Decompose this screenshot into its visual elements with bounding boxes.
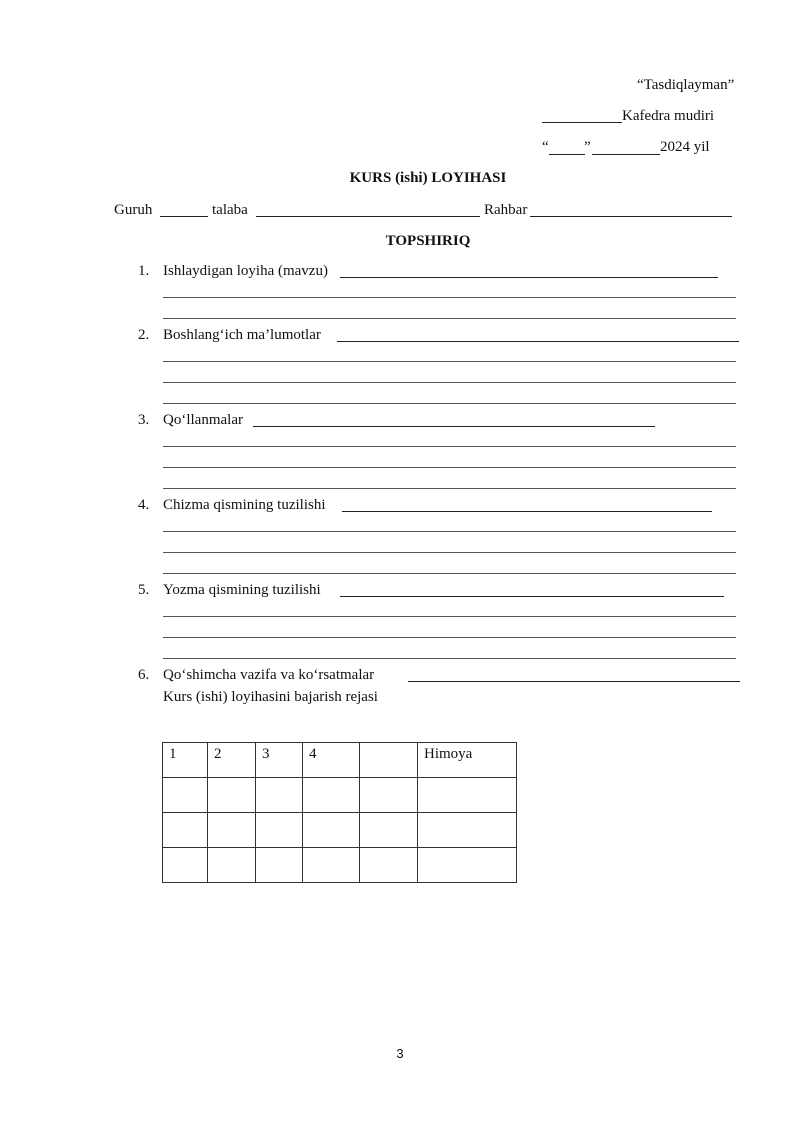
table-cell[interactable] — [303, 778, 360, 813]
table-cell[interactable] — [360, 813, 418, 848]
item-4-line — [163, 531, 736, 532]
table-cell[interactable] — [360, 848, 418, 883]
table-header-cell: 1 — [163, 743, 208, 778]
item-1-number: 1. — [138, 263, 150, 279]
table-row — [163, 778, 517, 813]
item-2-number: 2. — [138, 327, 150, 343]
approval-title: “Tasdiqlayman” — [637, 77, 735, 93]
item-1-line — [163, 297, 736, 298]
table-header-cell: 4 — [303, 743, 360, 778]
item-4-blank — [342, 511, 712, 512]
table-cell[interactable] — [418, 848, 517, 883]
item-5-label: Yozma qismining tuzilishi — [163, 582, 321, 598]
item-1-blank — [340, 277, 718, 278]
item-1-line — [163, 318, 736, 319]
table-cell[interactable] — [303, 848, 360, 883]
plan-table — [162, 742, 517, 883]
item-2-label: Boshlang‘ich ma’lumotlar — [163, 327, 321, 343]
table-cell[interactable] — [208, 848, 256, 883]
table-header-row — [163, 743, 517, 778]
table-cell[interactable] — [256, 848, 303, 883]
table-cell[interactable] — [256, 778, 303, 813]
item-6-number: 6. — [138, 667, 150, 683]
item-4-line — [163, 573, 736, 574]
table-cell[interactable] — [163, 778, 208, 813]
table-header-cell: 2 — [208, 743, 256, 778]
supervisor-label: Rahbar — [484, 202, 528, 218]
date-month-blank — [592, 154, 660, 155]
item-5-number: 5. — [138, 582, 150, 598]
item-3-line — [163, 467, 736, 468]
task-subheading: TOPSHIRIQ — [385, 233, 471, 249]
table-header-cell: 3 — [256, 743, 303, 778]
table-cell[interactable] — [208, 813, 256, 848]
item-6-blank — [408, 681, 740, 682]
item-4-label: Chizma qismining tuzilishi — [163, 497, 326, 513]
item-2-line — [163, 403, 736, 404]
item-3-number: 3. — [138, 412, 150, 428]
document-heading: KURS (ishi) LOYIHASI — [349, 170, 507, 186]
table-row — [163, 848, 517, 883]
table-row — [163, 813, 517, 848]
date-year: 2024 yil — [660, 139, 710, 155]
item-6-label: Qo‘shimcha vazifa va ko‘rsatmalar — [163, 667, 375, 683]
item-1-label: Ishlaydigan loyiha (mavzu) — [163, 263, 328, 279]
item-3-blank — [253, 426, 655, 427]
item-3-line — [163, 488, 736, 489]
table-cell[interactable] — [208, 778, 256, 813]
table-header-cell — [360, 743, 418, 778]
item-5-line — [163, 658, 736, 659]
item-2-line — [163, 382, 736, 383]
head-signature-blank — [542, 122, 622, 123]
table-cell[interactable] — [418, 813, 517, 848]
item-5-line — [163, 616, 736, 617]
item-5-blank — [340, 596, 724, 597]
item-3-label: Qo‘llanmalar — [163, 412, 243, 428]
item-2-blank — [337, 341, 739, 342]
table-cell[interactable] — [163, 813, 208, 848]
date-close-quote: ” — [584, 139, 591, 155]
date-day-blank — [549, 154, 585, 155]
page-number: 3 — [396, 1046, 404, 1061]
group-label: Guruh — [114, 202, 153, 218]
table-cell[interactable] — [256, 813, 303, 848]
table-cell[interactable] — [360, 778, 418, 813]
head-label: Kafedra mudiri — [622, 108, 715, 124]
table-cell[interactable] — [418, 778, 517, 813]
table-header-cell: Himoya — [418, 743, 517, 778]
group-blank — [160, 216, 208, 217]
date-open-quote: “ — [542, 139, 549, 155]
table-cell[interactable] — [163, 848, 208, 883]
item-4-number: 4. — [138, 497, 150, 513]
item-2-line — [163, 361, 736, 362]
supervisor-blank — [530, 216, 732, 217]
item-3-line — [163, 446, 736, 447]
student-blank — [256, 216, 480, 217]
item-5-line — [163, 637, 736, 638]
plan-title: Kurs (ishi) loyihasini bajarish rejasi — [163, 689, 378, 705]
item-4-line — [163, 552, 736, 553]
student-label: talaba — [212, 202, 248, 218]
table-cell[interactable] — [303, 813, 360, 848]
